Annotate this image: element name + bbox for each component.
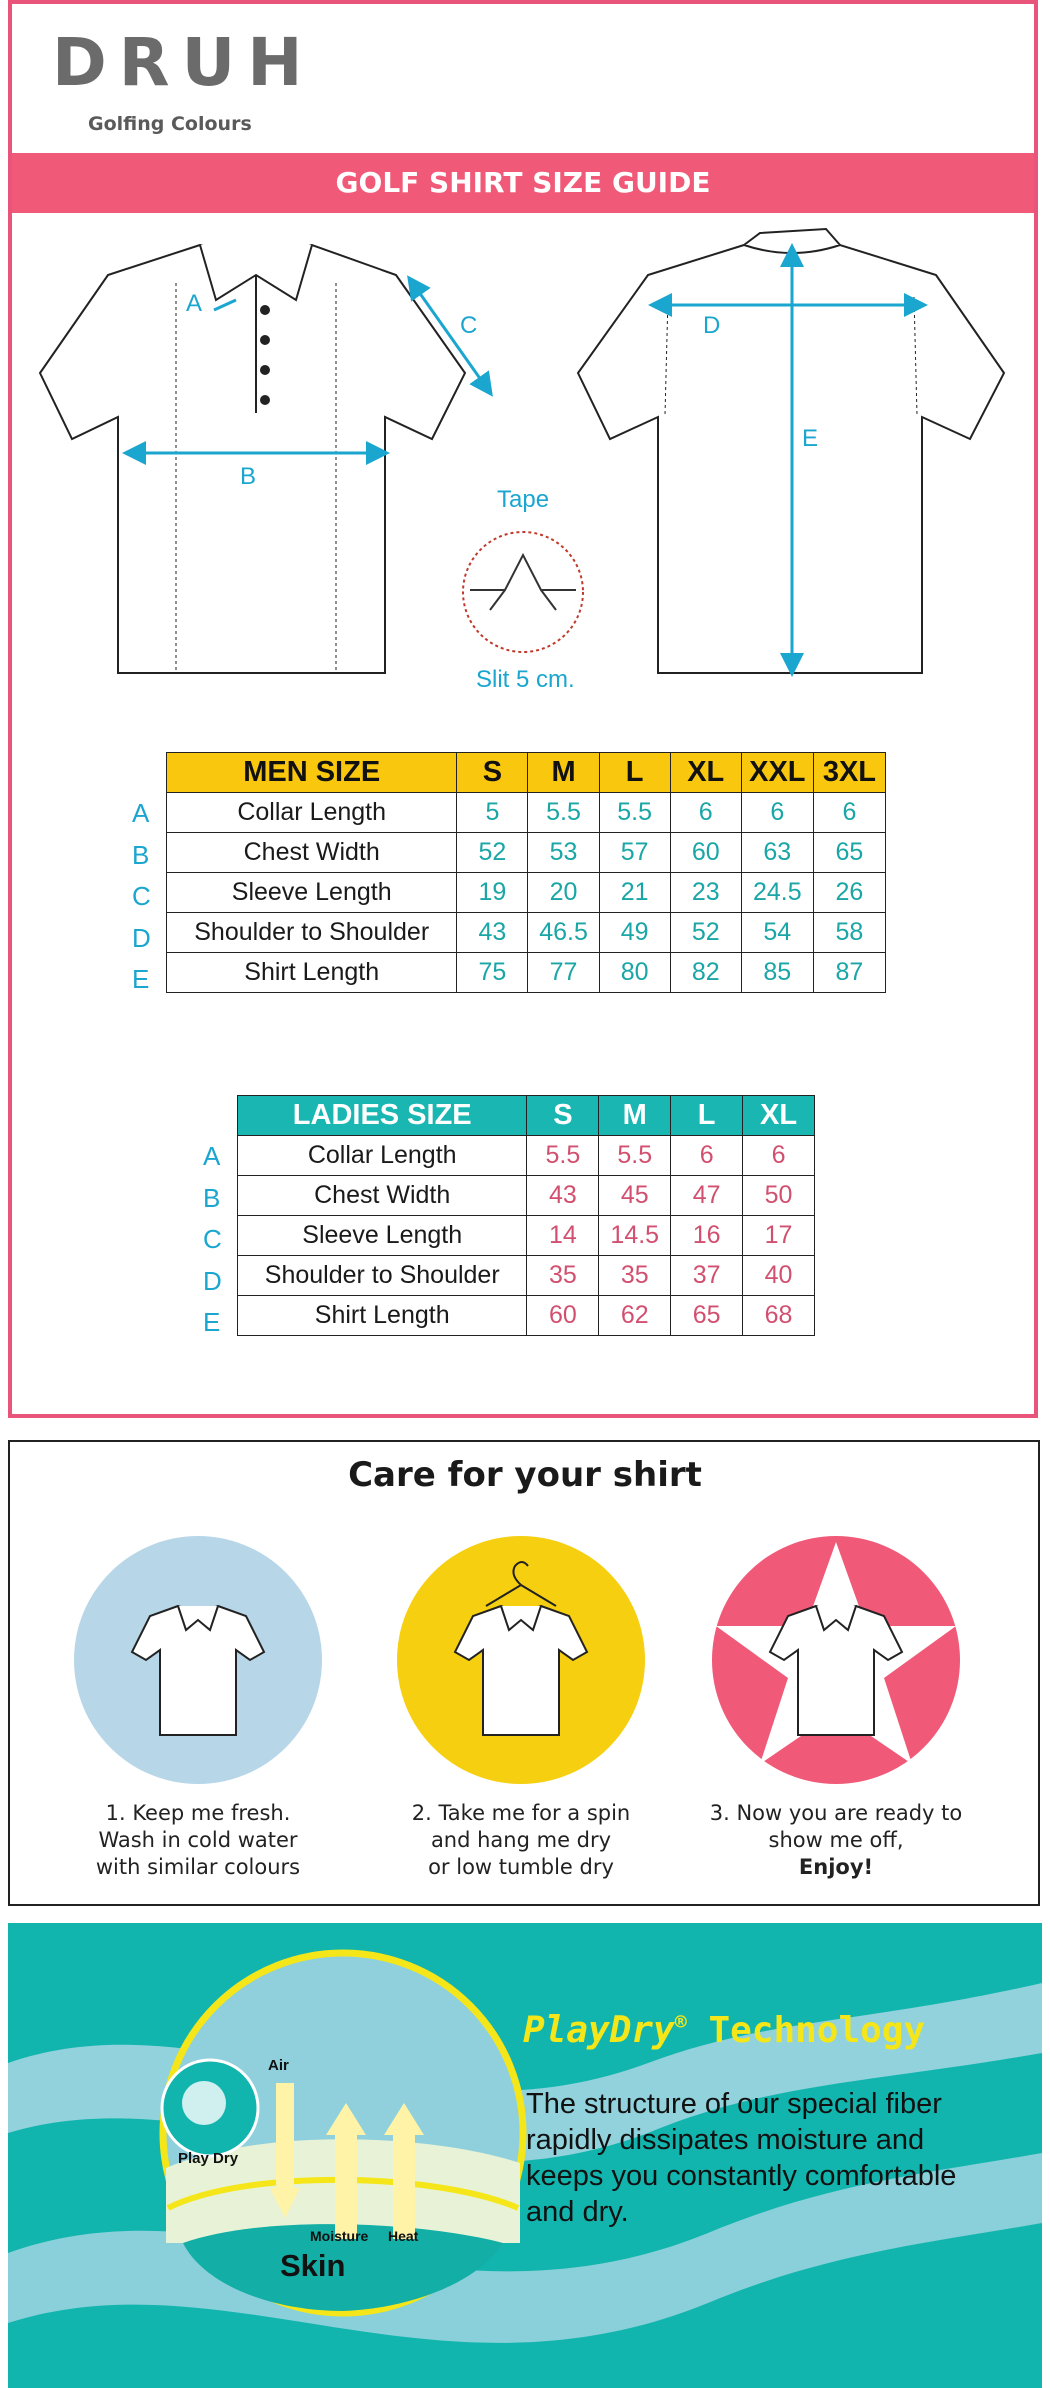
ladies-value-cell: 68 [743, 1296, 815, 1336]
ladies-size-col-l: L [671, 1096, 743, 1136]
men-value-cell: 6 [741, 793, 813, 833]
air-label: Air [268, 2057, 289, 2074]
tape-label: Tape [497, 486, 550, 513]
men-value-cell: 63 [741, 833, 813, 873]
ladies-row-letter: B [203, 1182, 221, 1213]
men-value-cell: 75 [457, 953, 528, 993]
care-step-2: 2. Take me for a spin and hang me dry or low tumble dry [411, 1801, 631, 1879]
men-row-letter: E [132, 964, 150, 994]
ladies-value-cell: 45 [599, 1176, 671, 1216]
men-measure-name: Shirt Length [167, 953, 457, 993]
playdry-title: PlayDry® Technology [523, 2010, 926, 2051]
men-measure-name: Sleeve Length [167, 873, 457, 913]
men-value-cell: 23 [670, 873, 741, 913]
ladies-size-col-m: M [599, 1096, 671, 1136]
men-value-cell: 49 [599, 913, 670, 953]
ladies-value-cell: 43 [527, 1176, 599, 1216]
label-d: D [703, 312, 721, 339]
men-value-cell: 54 [741, 913, 813, 953]
men-value-cell: 6 [670, 793, 741, 833]
skin-label: Skin [280, 2248, 346, 2283]
guide-title-banner: GOLF SHIRT SIZE GUIDE [12, 153, 1034, 213]
ladies-row-letter: A [203, 1141, 221, 1171]
ladies-value-cell: 14.5 [599, 1216, 671, 1256]
men-value-cell: 80 [599, 953, 670, 993]
men-size-header: MEN SIZE [167, 753, 457, 793]
men-value-cell: 85 [741, 953, 813, 993]
front-shirt-icon [40, 245, 465, 673]
men-value-cell: 60 [670, 833, 741, 873]
men-table-row [167, 793, 886, 833]
men-value-cell: 26 [813, 873, 885, 913]
men-measure-name: Collar Length [167, 793, 457, 833]
men-table-row [167, 833, 886, 873]
care-title: Care for your shirt [348, 1455, 702, 1495]
men-measure-name: Shoulder to Shoulder [167, 913, 457, 953]
ladies-measure-name: Chest Width [238, 1176, 527, 1216]
men-value-cell: 46.5 [528, 913, 599, 953]
men-size-table [166, 752, 886, 993]
men-size-col-xl: XL [670, 753, 741, 793]
men-value-cell: 58 [813, 913, 885, 953]
ladies-value-cell: 6 [743, 1136, 815, 1176]
shirt-measurement-diagram [0, 215, 1050, 695]
care-illustrations [0, 1530, 1050, 1790]
men-value-cell: 6 [813, 793, 885, 833]
shirt-on-star-icon [712, 1536, 960, 1784]
ladies-value-cell: 65 [671, 1296, 743, 1336]
ladies-value-cell: 47 [671, 1176, 743, 1216]
care-step-3: 3. Now you are ready to show me off, Enjoy! [709, 1801, 963, 1879]
men-value-cell: 43 [457, 913, 528, 953]
slit-label: Slit 5 cm. [476, 666, 575, 693]
brand-logo: DRUH [52, 24, 315, 101]
men-size-col-m: M [528, 753, 599, 793]
label-a: A [186, 290, 203, 317]
men-value-cell: 5 [457, 793, 528, 833]
ladies-row-letter: C [203, 1224, 222, 1254]
men-measure-name: Chest Width [167, 833, 457, 873]
ladies-value-cell: 14 [527, 1216, 599, 1256]
care-step-1: 1. Keep me fresh. Wash in cold water with similar colours [95, 1801, 301, 1879]
men-value-cell: 52 [457, 833, 528, 873]
men-value-cell: 21 [599, 873, 670, 913]
label-c: C [460, 312, 478, 339]
ladies-table-row [238, 1216, 815, 1256]
men-value-cell: 57 [599, 833, 670, 873]
ladies-value-cell: 35 [527, 1256, 599, 1296]
men-value-cell: 77 [528, 953, 599, 993]
ladies-size-col-s: S [527, 1096, 599, 1136]
men-value-cell: 52 [670, 913, 741, 953]
ladies-measure-name: Shoulder to Shoulder [238, 1256, 527, 1296]
men-value-cell: 24.5 [741, 873, 813, 913]
men-table-row [167, 953, 886, 993]
men-table-row [167, 913, 886, 953]
men-size-col-3xl: 3XL [813, 753, 885, 793]
ladies-value-cell: 5.5 [527, 1136, 599, 1176]
men-value-cell: 65 [813, 833, 885, 873]
play-dry-label: Play Dry [178, 2150, 239, 2167]
ladies-value-cell: 40 [743, 1256, 815, 1296]
brand-tagline: Golfing Colours [88, 113, 252, 135]
men-row-letter: B [132, 839, 150, 870]
men-value-cell: 53 [528, 833, 599, 873]
men-row-letter: A [132, 798, 150, 828]
tape-slit-icon [463, 532, 583, 652]
moisture-label: Moisture [310, 2228, 369, 2244]
label-e: E [802, 425, 819, 452]
ladies-size-col-xl: XL [743, 1096, 815, 1136]
label-b: B [240, 463, 257, 490]
ladies-size-table [237, 1095, 815, 1336]
playdry-description: The structure of our special fiber rapidly dissipates moisture and keeps you constantly comfortable and dry. [526, 2088, 957, 2228]
men-value-cell: 87 [813, 953, 885, 993]
ladies-size-header: LADIES SIZE [238, 1096, 527, 1136]
ladies-value-cell: 17 [743, 1216, 815, 1256]
ladies-row-letter: E [203, 1307, 221, 1337]
men-row-letter: D [132, 922, 151, 953]
men-size-col-s: S [457, 753, 528, 793]
ladies-value-cell: 60 [527, 1296, 599, 1336]
men-row-letter: C [132, 881, 151, 911]
shirt-in-water-icon [74, 1536, 322, 1784]
ladies-measure-name: Shirt Length [238, 1296, 527, 1336]
ladies-row-letter: D [203, 1265, 222, 1296]
ladies-measure-name: Sleeve Length [238, 1216, 527, 1256]
men-size-col-l: L [599, 753, 670, 793]
men-value-cell: 19 [457, 873, 528, 913]
shirt-on-hanger-icon [397, 1536, 645, 1784]
men-value-cell: 20 [528, 873, 599, 913]
men-value-cell: 82 [670, 953, 741, 993]
ladies-value-cell: 16 [671, 1216, 743, 1256]
ladies-table-row [238, 1176, 815, 1216]
ladies-measure-name: Collar Length [238, 1136, 527, 1176]
ladies-value-cell: 62 [599, 1296, 671, 1336]
ladies-table-row [238, 1256, 815, 1296]
men-value-cell: 5.5 [599, 793, 670, 833]
ladies-value-cell: 37 [671, 1256, 743, 1296]
ladies-value-cell: 6 [671, 1136, 743, 1176]
heat-label: Heat [388, 2228, 419, 2244]
ladies-value-cell: 50 [743, 1176, 815, 1216]
ladies-value-cell: 35 [599, 1256, 671, 1296]
men-size-col-xxl: XXL [741, 753, 813, 793]
men-table-row [167, 873, 886, 913]
ladies-value-cell: 5.5 [599, 1136, 671, 1176]
men-value-cell: 5.5 [528, 793, 599, 833]
ladies-table-row [238, 1296, 815, 1336]
ladies-table-row [238, 1136, 815, 1176]
